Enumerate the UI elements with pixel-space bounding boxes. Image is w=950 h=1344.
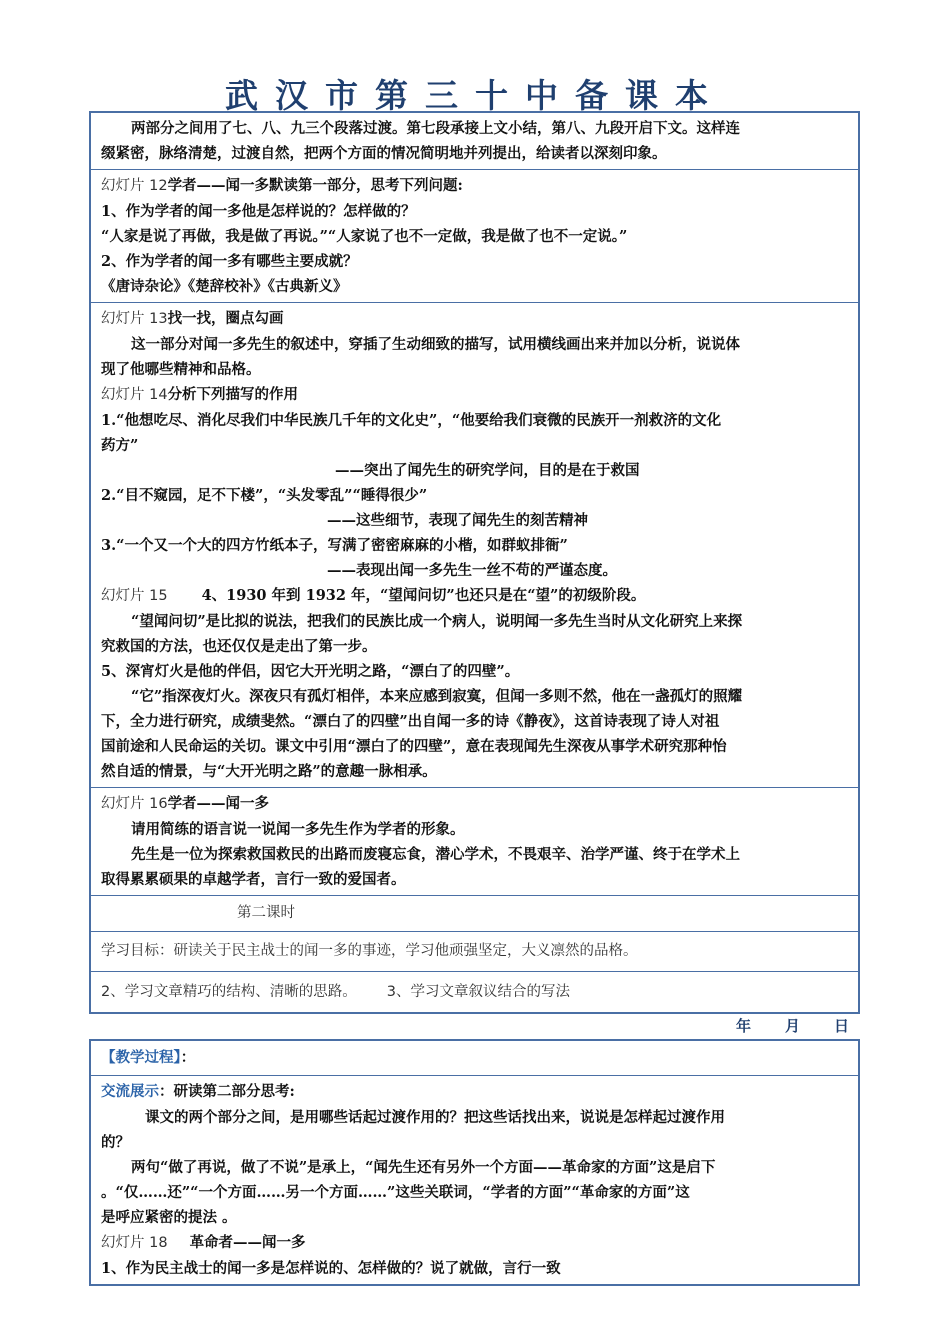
- paragraph-line: “望闻问切”是比拟的说法，把我们的民族比成一个病人，说明闻一多先生当时从文化研究上来探: [131, 613, 743, 630]
- exchange-title: ：研读第二部分思考:: [159, 1083, 295, 1100]
- paragraph-line: 究救国的方法，也还仅仅是走出了第一步。: [101, 638, 377, 655]
- question: 1、作为民主战士的闻一多是怎样说的、怎样做的？说了就做，言行一致: [101, 1260, 561, 1277]
- paragraph-line: 两部分之间用了七、八、九三个段落过渡。第七段承接上文小结，第八、九段开启下文。这样连: [131, 120, 740, 137]
- list-item: 1.“他想吃尽、消化尽我们中华民族几千年的文化史”，“他要给我们衰微的民族开一剂救济的文化: [101, 412, 722, 429]
- paragraph-line: 这一部分对闻一多先生的叙述中，穿插了生动细致的描写，试用横线画出来并加以分析，说说体: [131, 336, 740, 353]
- paragraph-line: “它”指深夜灯火。深夜只有孤灯相伴，本来应感到寂寞，但闻一多则不然，他在一盏孤灯的照耀: [131, 688, 743, 705]
- teaching-process-colon: ：: [180, 1049, 196, 1066]
- slide-label: 幻灯片 15: [101, 588, 168, 604]
- list-item: 2.“目不窥园，足不下楼”，“头发零乱”“睡得很少”: [101, 487, 428, 504]
- slide-label: 幻灯片 13: [101, 311, 168, 327]
- slide-title: 学者——闻一多默读第一部分，思考下列问题:: [167, 177, 463, 194]
- lesson-table-2: [89, 1039, 860, 1286]
- list-item: 5、深宵灯火是他的伴侣，因它大开光明之路，“漂白了的四壁”。: [101, 663, 520, 680]
- question: 2、作为学者的闻一多有哪些主要成就？: [101, 253, 358, 270]
- slide-title: 找一找，圈点勾画: [167, 310, 284, 327]
- date-year: 年: [736, 1017, 752, 1035]
- second-lesson-heading: 第二课时: [237, 905, 295, 921]
- slide-13-15-cell: [91, 302, 858, 787]
- learning-goals-2-3-cell: [91, 971, 858, 1012]
- paragraph-line: 是呼应紧密的提法 。: [101, 1209, 237, 1226]
- transition-summary-cell: [91, 113, 858, 169]
- second-lesson-cell: [91, 895, 858, 931]
- exchange-cell: [91, 1075, 858, 1284]
- paragraph-line: 的？: [101, 1134, 130, 1151]
- list-item-note: ——表现出闻一多先生一丝不苟的严谨态度。: [327, 562, 617, 579]
- date-line: [736, 1015, 849, 1036]
- page-title: 武汉市第三十中备课本: [225, 76, 725, 115]
- paragraph-line: 请用简练的语言说一说闻一多先生作为学者的形象。: [131, 821, 465, 838]
- paragraph-line: 缀紧密，脉络清楚，过渡自然，把两个方面的情况简明地并列提出，给读者以深刻印象。: [101, 145, 667, 162]
- answer: “人家是说了再做，我是做了再说。”“人家说了也不一定做，我是做了也不一定说。”: [101, 228, 628, 245]
- paragraph-line: 现了他哪些精神和品格。: [101, 361, 261, 378]
- slide-label: 幻灯片 12: [101, 178, 168, 194]
- paragraph-line: 然自适的情景，与“大开光明之路”的意趣一脉相承。: [101, 763, 437, 780]
- question: 1、作为学者的闻一多他是怎样说的？怎样做的？: [101, 203, 416, 220]
- paragraph-line: 下，全力进行研究，成绩斐然。“漂白了的四壁”出自闻一多的诗《静夜》，这首诗表现了诗人对祖: [101, 713, 720, 730]
- slide-title: 革命者——闻一多: [189, 1234, 306, 1251]
- slide-label: 幻灯片 18: [101, 1235, 168, 1251]
- teaching-process-cell: [91, 1041, 858, 1075]
- paragraph-line: 国前途和人民命运的关切。课文中引用“漂白了的四壁”，意在表现闻先生深夜从事学术研究那种怡: [101, 738, 727, 755]
- learning-goal: 学习目标：研读关于民主战士的闻一多的事迹，学习他顽强坚定，大义凛然的品格。: [101, 943, 638, 959]
- date-month: 月: [785, 1017, 801, 1035]
- date-day: 日: [834, 1017, 850, 1035]
- slide-16-cell: [91, 787, 858, 895]
- paragraph-line: 取得累累硕果的卓越学者，言行一致的爱国者。: [101, 871, 406, 888]
- slide-title: 学者——闻一多: [167, 795, 270, 812]
- learning-goal: 3、学习文章叙议结合的写法: [386, 984, 570, 1000]
- slide-title: 分析下列描写的作用: [167, 386, 299, 403]
- paragraph-line: 两句“做了再说，做了不说”是承上，“闻先生还有另外一个方面——革命家的方面”这是启下: [131, 1159, 716, 1176]
- slide-12-cell: [91, 169, 858, 302]
- learning-goal-cell: [91, 931, 858, 971]
- answer: 《唐诗杂论》《楚辞校补》《古典新义》: [101, 278, 348, 295]
- list-item: 4、1930 年到 1932 年，“望闻问切”也还只是在“望”的初级阶段。: [201, 587, 646, 604]
- paragraph-line: 。“仅……还”“一个方面……另一个方面……”这些关联词，“学者的方面”“革命家的方面”这: [101, 1184, 690, 1201]
- slide-label: 幻灯片 14: [101, 387, 168, 403]
- paragraph-line: 先生是一位为探索救国救民的出路而废寝忘食，潜心学术，不畏艰辛、治学严谨、终于在学术上: [131, 846, 740, 863]
- list-item-note: ——这些细节，表现了闻先生的刻苦精神: [327, 512, 588, 529]
- teaching-process-label: 【教学过程】: [101, 1050, 181, 1066]
- list-item: 3.“一个又一个大的四方竹纸本子，写满了密密麻麻的小楷，如群蚁排衙”: [101, 537, 568, 554]
- paragraph-line: 课文的两个部分之间，是用哪些话起过渡作用的？把这些话找出来，说说是怎样起过渡作用: [145, 1109, 725, 1126]
- list-item-note: ——突出了闻先生的研究学问，目的是在于救国: [335, 462, 640, 479]
- learning-goal: 2、学习文章精巧的结构、清晰的思路。: [101, 984, 357, 1000]
- exchange-label: 交流展示: [101, 1084, 159, 1100]
- lesson-table-1: [89, 111, 860, 1014]
- slide-label: 幻灯片 16: [101, 796, 168, 812]
- list-item: 药方”: [101, 437, 139, 454]
